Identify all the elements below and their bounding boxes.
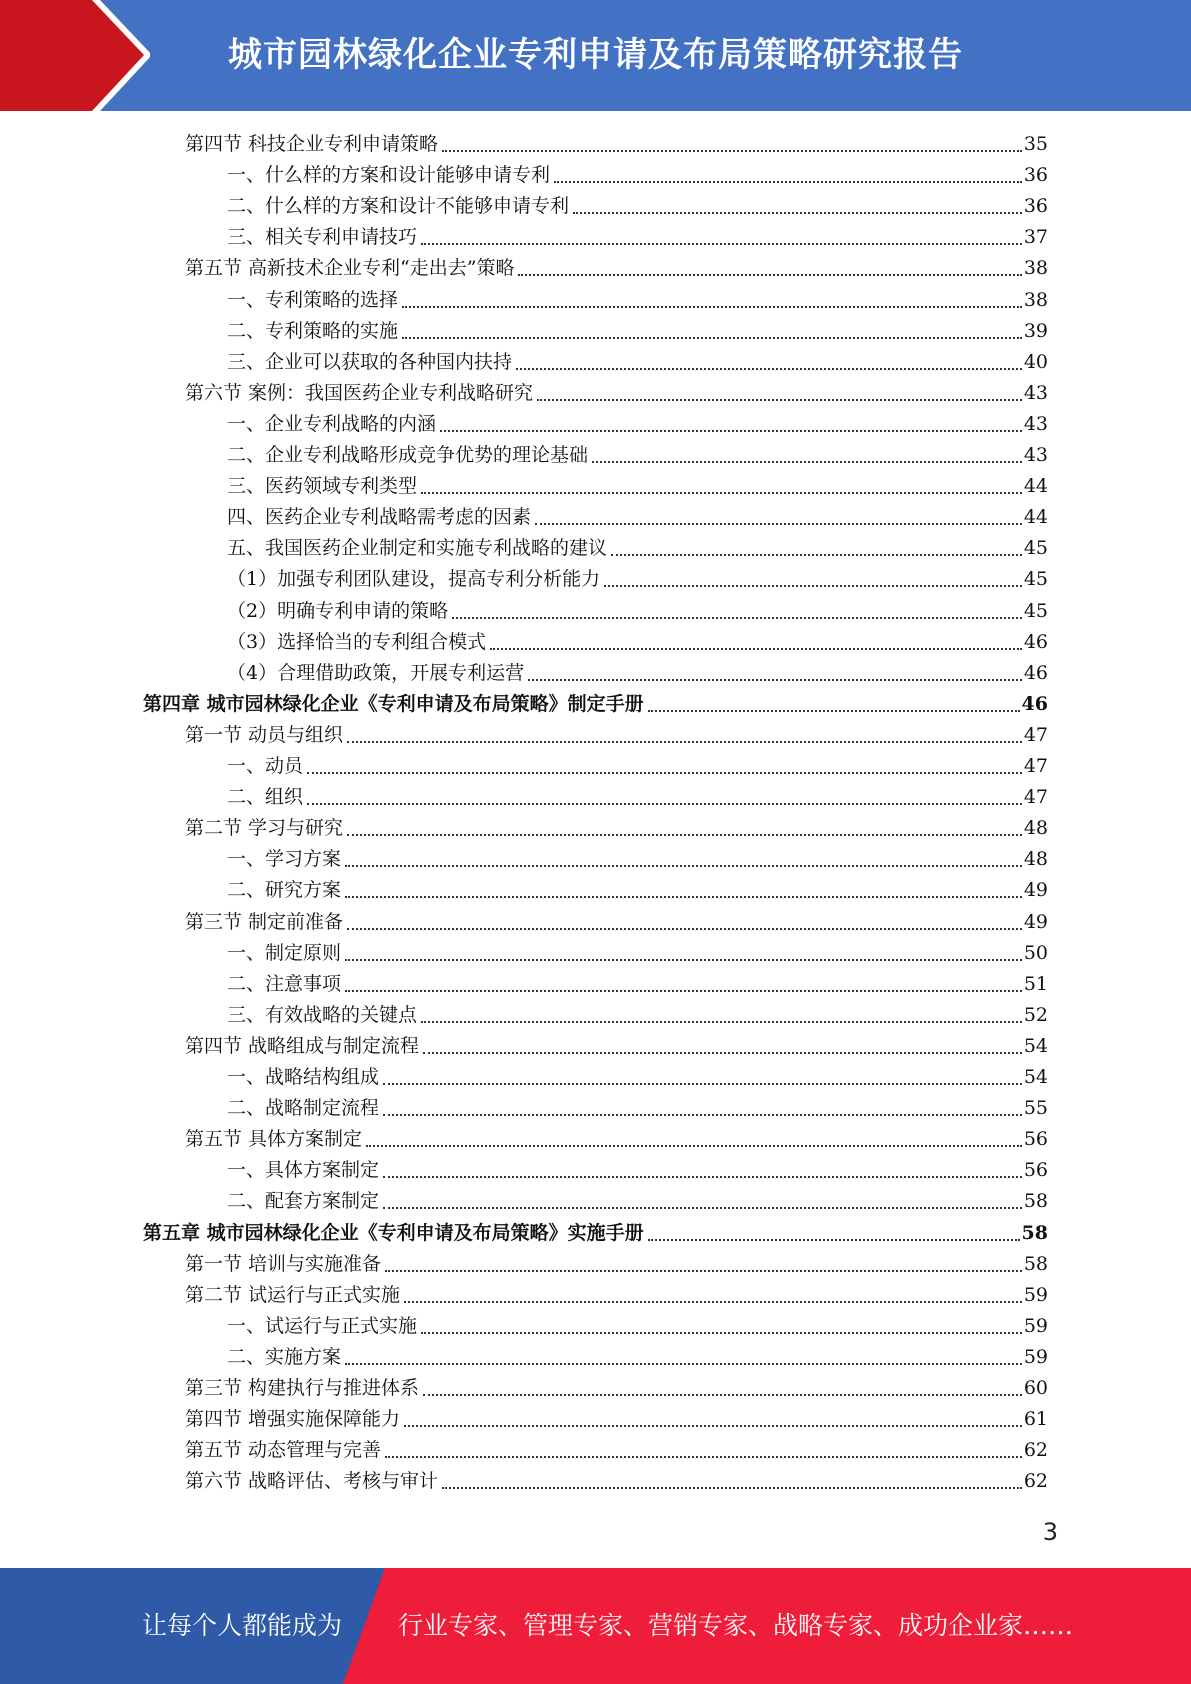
toc-entry-title: 第三节 制定前准备 [185, 910, 344, 933]
toc-entry-page: 48 [1023, 848, 1048, 871]
toc-entry[interactable] [185, 127, 1048, 158]
toc-entry-page: 43 [1023, 381, 1048, 404]
toc-entry-page: 47 [1023, 755, 1048, 777]
header-title: 城市园林绿化企业专利申请及布局策略研究报告 [228, 35, 963, 75]
toc-entry-page: 61 [1023, 1408, 1048, 1431]
toc-entry-page: 59 [1023, 1283, 1048, 1306]
toc-dot-leader [648, 710, 1020, 712]
toc-dot-leader [518, 274, 1021, 276]
toc-dot-leader [383, 1207, 1022, 1209]
toc-dot-leader [383, 1176, 1022, 1178]
toc-entry[interactable] [185, 1247, 1048, 1278]
toc-entry-title: （3）选择恰当的专利组合模式 [227, 630, 487, 653]
toc-entry-title: 二、注意事项 [227, 972, 342, 995]
toc-dot-leader [404, 1301, 1022, 1303]
toc-entry-page: 37 [1023, 226, 1048, 249]
toc-entry-page: 46 [1023, 630, 1048, 653]
toc-entry[interactable] [185, 376, 1048, 407]
toc-entry-title: 三、医药领域专利类型 [227, 475, 418, 498]
toc-dot-leader [611, 554, 1022, 556]
toc-dot-leader [345, 896, 1022, 898]
toc-entry-page: 38 [1023, 288, 1048, 311]
toc-entry[interactable] [227, 469, 1048, 500]
toc-entry-page: 38 [1023, 257, 1048, 280]
toc-dot-leader [383, 1083, 1022, 1085]
toc-entry[interactable] [227, 407, 1048, 438]
toc-entry[interactable] [227, 1184, 1048, 1215]
toc-entry-title: 第五节 动态管理与完善 [185, 1439, 382, 1462]
toc-entry-page: 58 [1023, 1190, 1048, 1213]
toc-dot-leader [347, 834, 1022, 836]
toc-entry-page: 39 [1023, 319, 1048, 342]
toc-entry[interactable] [227, 1091, 1048, 1122]
toc-entry[interactable] [227, 283, 1048, 314]
toc-entry-title: 第三节 构建执行与推进体系 [185, 1377, 420, 1399]
toc-entry[interactable] [185, 1464, 1048, 1495]
toc-dot-leader [402, 306, 1022, 308]
toc-entry-title: 第六节 案例：我国医药企业专利战略研究 [185, 381, 534, 404]
toc-dot-leader [490, 648, 1022, 650]
toc-entry-page: 54 [1023, 1066, 1048, 1088]
toc-dot-leader [385, 1456, 1022, 1458]
toc-entry-page: 56 [1023, 1128, 1048, 1151]
toc-dot-leader [648, 1239, 1020, 1241]
toc-entry[interactable] [227, 749, 1048, 780]
toc-entry-title: 一、学习方案 [227, 848, 342, 871]
toc-entry-page: 47 [1023, 723, 1048, 746]
toc-entry[interactable] [227, 500, 1048, 531]
toc-entry-page: 52 [1023, 1003, 1048, 1026]
toc-dot-leader [604, 585, 1022, 587]
toc-entry-title: 三、相关专利申请技巧 [227, 226, 418, 249]
footer-slogan-right: 行业专家、管理专家、营销专家、战略专家、成功企业家…… [398, 1611, 1074, 1640]
toc-entry-title: （4）合理借助政策，开展专利运营 [227, 661, 525, 684]
toc-entry-page: 36 [1023, 195, 1048, 218]
toc-entry-page: 40 [1023, 350, 1048, 373]
toc-entry-title: 第二节 试运行与正式实施 [185, 1283, 401, 1306]
toc-entry-page: 46 [1023, 661, 1048, 684]
toc-dot-leader [345, 1363, 1022, 1365]
toc-entry-title: 一、动员 [227, 755, 304, 777]
toc-entry-title: 五、我国医药企业制定和实施专利战略的建议 [227, 537, 608, 560]
toc-entry-title: 二、研究方案 [227, 879, 342, 902]
toc-dot-leader [573, 212, 1022, 214]
toc-dot-leader [535, 523, 1022, 525]
toc-entry-title: 一、制定原则 [227, 941, 342, 964]
toc-entry-page: 49 [1023, 879, 1048, 902]
toc-dot-leader [421, 492, 1022, 494]
toc-entry[interactable] [227, 780, 1048, 811]
toc-entry[interactable] [227, 438, 1048, 469]
toc-entry-title: 第四章 城市园林绿化企业《专利申请及布局策略》制定手册 [143, 692, 644, 715]
toc-entry-title: 一、战略结构组成 [227, 1066, 380, 1088]
toc-entry[interactable] [227, 594, 1048, 625]
toc-entry[interactable] [227, 1153, 1048, 1184]
toc-entry-page: 36 [1023, 164, 1048, 187]
toc-entry-page: 58 [1023, 1252, 1048, 1275]
toc-entry[interactable] [227, 998, 1048, 1029]
toc-dot-leader [528, 679, 1022, 681]
toc-entry-title: 四、医药企业专利战略需考虑的因素 [227, 506, 532, 529]
toc-dot-leader [516, 368, 1022, 370]
toc-entry-page: 59 [1023, 1314, 1048, 1337]
toc-entry[interactable] [185, 1122, 1048, 1153]
toc-entry[interactable] [143, 687, 1048, 718]
toc-dot-leader [442, 1487, 1022, 1489]
toc-entry-title: 三、有效战略的关键点 [227, 1003, 418, 1026]
toc-entry[interactable] [185, 251, 1048, 282]
toc-entry-page: 46 [1021, 692, 1048, 715]
toc-entry-page: 44 [1023, 506, 1048, 529]
toc-entry[interactable] [227, 873, 1048, 904]
toc-entry-title: 二、战略制定流程 [227, 1097, 380, 1120]
toc-entry-page: 60 [1023, 1377, 1048, 1399]
toc-entry-title: 一、试运行与正式实施 [227, 1314, 418, 1337]
toc-entry[interactable] [227, 936, 1048, 967]
toc-entry[interactable] [227, 531, 1048, 562]
toc-entry-title: 一、什么样的方案和设计能够申请专利 [227, 164, 551, 187]
toc-dot-leader [345, 959, 1022, 961]
toc-entry-title: 第五节 具体方案制定 [185, 1128, 363, 1151]
toc-entry-title: 二、什么样的方案和设计不能够申请专利 [227, 195, 570, 218]
toc-entry[interactable] [185, 1433, 1048, 1464]
toc-entry-page: 45 [1023, 537, 1048, 560]
toc-dot-leader [347, 741, 1022, 743]
toc-dot-leader [404, 1425, 1022, 1427]
toc-entry[interactable] [185, 1029, 1048, 1060]
toc-entry-title: 第五节 高新技术企业专利“走出去”策略 [185, 257, 515, 280]
toc-entry-page: 43 [1023, 444, 1048, 466]
toc-entry-title: 三、企业可以获取的各种国内扶持 [227, 350, 513, 373]
toc-entry-title: 第四节 增强实施保障能力 [185, 1408, 401, 1431]
toc-entry-title: 一、专利策略的选择 [227, 288, 399, 311]
toc-entry[interactable] [227, 158, 1048, 189]
toc-entry[interactable] [185, 1278, 1048, 1309]
toc-entry-title: 一、具体方案制定 [227, 1159, 380, 1182]
toc-entry[interactable] [185, 1371, 1048, 1402]
toc-entry-title: 二、组织 [227, 786, 304, 809]
toc-entry[interactable] [227, 345, 1048, 376]
toc-dot-leader [307, 772, 1022, 774]
footer-slogan-left: 让每个人都能成为 [142, 1611, 343, 1640]
toc-entry-title: 第四节 战略组成与制定流程 [185, 1034, 420, 1057]
toc-dot-leader [402, 337, 1022, 339]
toc-entry-title: 第一节 动员与组织 [185, 723, 344, 746]
toc-entry-page: 47 [1023, 786, 1048, 809]
toc-entry-title: 一、企业专利战略的内涵 [227, 412, 437, 435]
toc-entry-title: 第二节 学习与研究 [185, 817, 344, 840]
toc-dot-leader [345, 990, 1022, 992]
toc-entry-title: 第一节 培训与实施准备 [185, 1252, 382, 1275]
toc-entry-page: 49 [1023, 910, 1048, 933]
toc-dot-leader [347, 928, 1022, 930]
toc-dot-leader [442, 150, 1022, 152]
toc-entry[interactable] [185, 718, 1048, 749]
toc-dot-leader [537, 399, 1022, 401]
toc-entry[interactable] [227, 189, 1048, 220]
toc-entry-page: 62 [1023, 1470, 1048, 1493]
toc-dot-leader [421, 1332, 1022, 1334]
toc-dot-leader [421, 1021, 1022, 1023]
page-number: 3 [1042, 1518, 1058, 1546]
toc-entry[interactable] [185, 1402, 1048, 1433]
toc-dot-leader [421, 243, 1022, 245]
toc-dot-leader [385, 1270, 1022, 1272]
toc-entry[interactable] [227, 220, 1048, 251]
toc-entry-title: 二、配套方案制定 [227, 1190, 380, 1213]
toc-entry-page: 55 [1023, 1097, 1048, 1120]
toc-dot-leader [366, 1145, 1022, 1147]
toc-entry[interactable] [227, 842, 1048, 873]
toc-entry-page: 45 [1023, 599, 1048, 622]
toc-entry-page: 50 [1023, 941, 1048, 964]
toc-dot-leader [554, 181, 1022, 183]
toc-entry-page: 58 [1021, 1221, 1048, 1244]
toc-entry[interactable] [185, 811, 1048, 842]
toc-dot-leader [307, 803, 1022, 805]
toc-entry[interactable] [143, 1216, 1048, 1247]
toc-entry[interactable] [227, 656, 1048, 687]
toc-entry[interactable] [185, 905, 1048, 936]
page-footer [0, 1568, 1191, 1684]
toc-entry-title: （2）明确专利申请的策略 [227, 599, 449, 622]
toc-entry-page: 62 [1023, 1439, 1048, 1462]
toc-entry-page: 43 [1023, 412, 1048, 435]
toc-dot-leader [345, 865, 1022, 867]
toc-dot-leader [383, 1114, 1022, 1116]
toc-entry-page: 54 [1023, 1034, 1048, 1057]
toc-dot-leader [592, 461, 1022, 463]
toc-entry-page: 45 [1023, 568, 1048, 591]
toc-entry[interactable] [227, 625, 1048, 656]
toc-entry-title: 二、企业专利战略形成竞争优势的理论基础 [227, 444, 589, 466]
page-header [0, 0, 1191, 111]
toc-entry[interactable] [227, 562, 1048, 593]
toc-dot-leader [452, 617, 1022, 619]
toc-entry-title: 第五章 城市园林绿化企业《专利申请及布局策略》实施手册 [143, 1221, 644, 1244]
toc-entry[interactable] [227, 1060, 1048, 1091]
toc-entry-title: 二、专利策略的实施 [227, 319, 399, 342]
toc-entry-page: 56 [1023, 1159, 1048, 1182]
toc-entry-page: 51 [1023, 972, 1048, 995]
toc-entry-title: 第六节 战略评估、考核与审计 [185, 1470, 439, 1493]
toc-entry[interactable] [227, 314, 1048, 345]
toc-entry-title: 第四节 科技企业专利申请策略 [185, 133, 439, 155]
toc-entry-page: 59 [1023, 1345, 1048, 1368]
toc-dot-leader [423, 1394, 1022, 1396]
toc-dot-leader [440, 430, 1022, 432]
toc-dot-leader [423, 1052, 1022, 1054]
toc-entry[interactable] [227, 1309, 1048, 1340]
toc-entry[interactable] [227, 967, 1048, 998]
toc-entry-title: （1）加强专利团队建设，提高专利分析能力 [227, 568, 601, 591]
toc-entry-title: 二、实施方案 [227, 1345, 342, 1368]
toc-entry-page: 35 [1023, 133, 1048, 155]
toc-entry-page: 44 [1023, 475, 1048, 498]
toc-entry-page: 48 [1023, 817, 1048, 840]
toc-entry[interactable] [227, 1340, 1048, 1371]
header-arrow-graphic [0, 0, 150, 111]
